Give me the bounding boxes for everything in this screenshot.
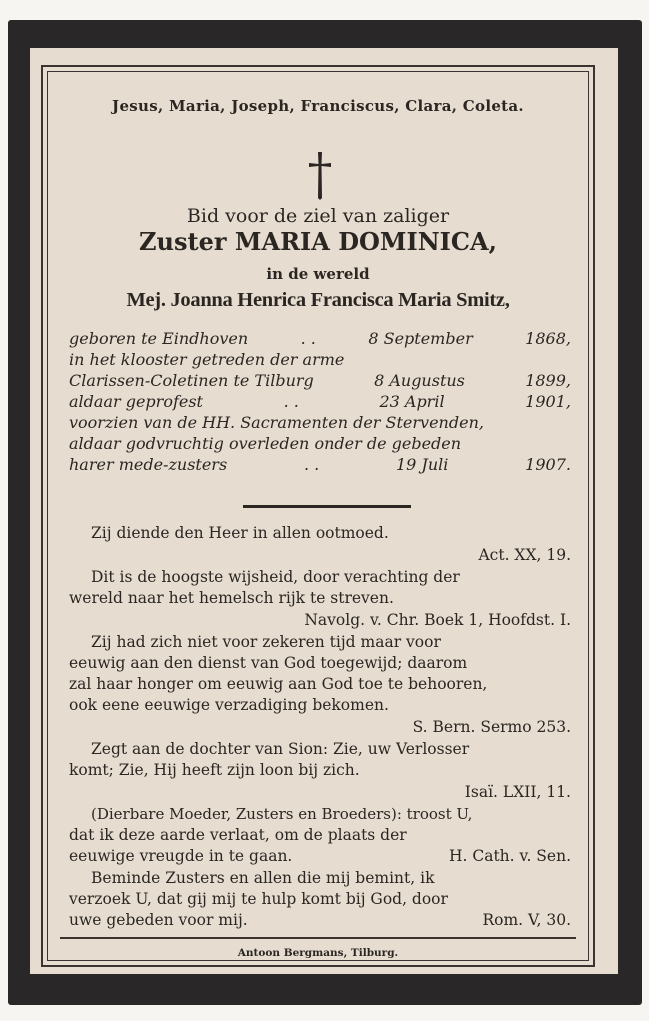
fact-sisters	[69, 455, 571, 474]
name-prefix: Zuster	[139, 227, 227, 256]
quote-source: Act. XX, 19.	[478, 546, 571, 564]
fact-dots: . .	[283, 392, 299, 411]
footer-rule	[60, 937, 576, 939]
quote-line: zal haar honger om eeuwig aan God toe te behooren,	[69, 675, 488, 693]
fact-text: aldaar godvruchtig overleden onder de gebeden	[69, 434, 462, 453]
fact-entered	[69, 350, 571, 369]
fact-date: 23 April	[379, 392, 445, 411]
fact-date: 19 Juli	[395, 455, 449, 474]
quote-line: verzoek U, dat gij mij te hulp komt bij God, door	[69, 890, 448, 908]
fact-death	[69, 434, 571, 453]
fact-text: in het klooster getreden der arme	[69, 350, 345, 369]
quote-source: S. Bern. Sermo 253.	[412, 718, 571, 736]
fact-dots: . .	[303, 455, 320, 474]
quote-text: uwe gebeden voor mij.	[69, 911, 248, 929]
quote-source: Navolg. v. Chr. Boek 1, Hoofdst. I.	[304, 611, 571, 629]
fact-year: 1899,	[525, 371, 571, 390]
fact-year: 1868,	[525, 329, 571, 348]
holy-names-header: Jesus, Maria, Joseph, Franciscus, Clara, Coleta.	[112, 97, 524, 115]
quote-line: Beminde Zusters en allen die mij bemint, ik	[91, 869, 435, 887]
world-line: in de wereld	[266, 265, 370, 283]
quote-source: Isaï. LXII, 11.	[464, 783, 571, 801]
fact-convent	[69, 371, 571, 390]
name-main: MARIA DOMINICA,	[234, 227, 497, 256]
civil-name: Mej. Joanna Henrica Francisca Maria Smitz,	[126, 289, 510, 311]
fact-birth	[69, 329, 571, 348]
quote-line: ook eene eeuwige verzadiging bekomen.	[69, 696, 389, 714]
quote-line: komt; Zie, Hij heeft zijn loon bij zich.	[69, 761, 360, 779]
quote-text: eeuwige vreugde in te gaan.	[69, 847, 293, 865]
intro-line: Bid voor de ziel van zaliger	[186, 205, 450, 227]
religious-name	[43, 227, 593, 256]
fact-label: geboren te Eindhoven	[69, 329, 249, 348]
fact-date: 8 September	[368, 329, 473, 348]
fact-year: 1901,	[525, 392, 571, 411]
quote-line-with-source	[69, 911, 571, 929]
quote-line: Dit is de hoogste wijsheid, door verachting der	[91, 568, 460, 586]
printer-imprint: Antoon Bergmans, Tilburg.	[237, 947, 399, 959]
quote-line: Zegt aan de dochter van Sion: Zie, uw Verlosser	[91, 740, 470, 758]
fact-text: voorzien van de HH. Sacramenten der Stervenden,	[69, 413, 484, 432]
quote-line: Zij diende den Heer in allen ootmoed.	[91, 524, 389, 542]
fact-label: Clarissen-Coletinen te Tilburg	[69, 371, 314, 390]
quote-line: (Dierbare Moeder, Zusters en Broeders): troost U,	[91, 805, 473, 823]
fact-profession	[69, 392, 571, 411]
quote-line: eeuwig aan den dienst van God toegewijd; daarom	[69, 654, 468, 672]
fact-label: aldaar geprofest	[69, 392, 203, 411]
fact-year: 1907.	[525, 455, 571, 474]
quote-line-with-source	[69, 847, 571, 865]
card-paper	[30, 48, 618, 974]
quote-source: H. Cath. v. Sen.	[448, 847, 571, 865]
quote-source: Rom. V, 30.	[482, 911, 571, 929]
inner-frame	[41, 65, 595, 967]
divider-rule	[243, 505, 411, 508]
memorial-card	[8, 20, 642, 1005]
fact-sacraments	[69, 413, 571, 432]
fact-dots: . .	[300, 329, 316, 348]
fact-date: 8 Augustus	[374, 371, 465, 390]
quote-line: wereld naar het hemelsch rijk te streven.	[69, 589, 394, 607]
latin-cross-icon	[307, 150, 333, 200]
quote-line: Zij had zich niet voor zekeren tijd maar voor	[91, 633, 441, 651]
quote-line: dat ik deze aarde verlaat, om de plaats der	[69, 826, 407, 844]
fact-label: harer mede-zusters	[69, 455, 228, 474]
